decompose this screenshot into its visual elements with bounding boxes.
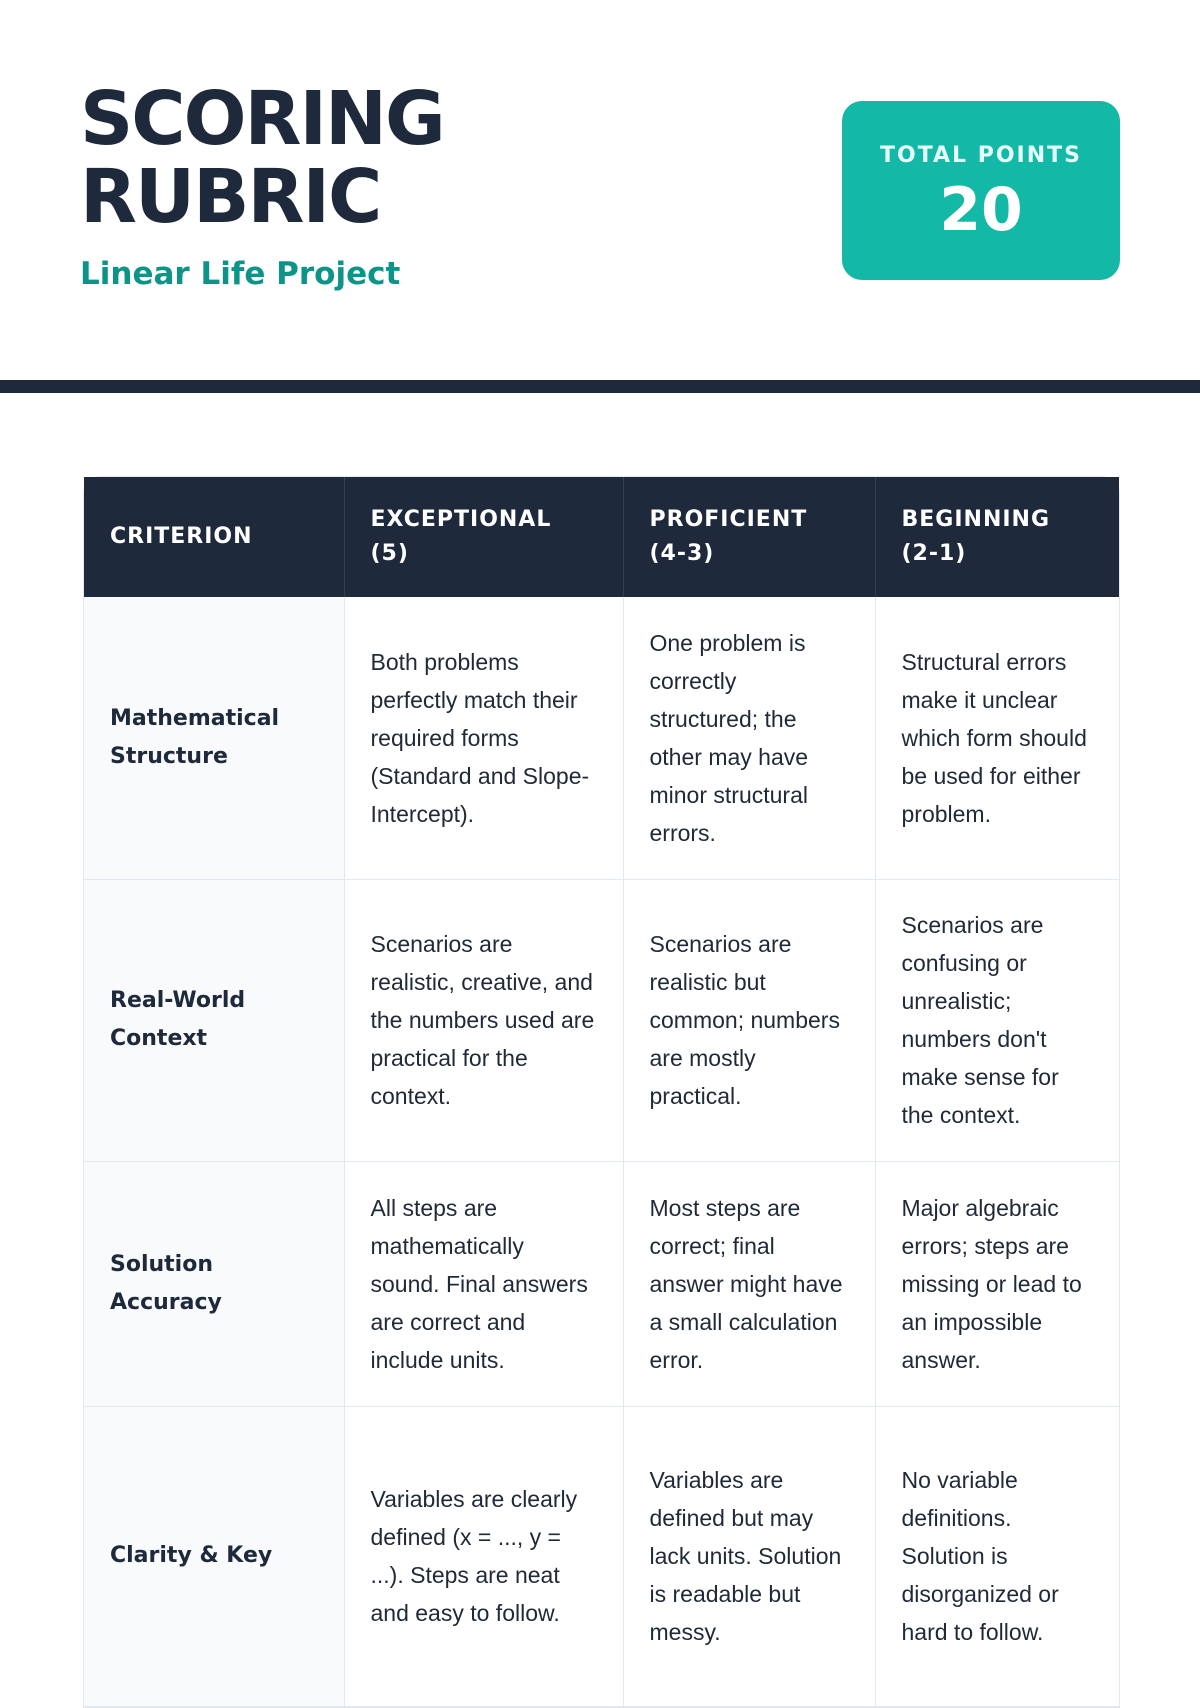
header-criterion: CRITERION bbox=[84, 477, 344, 597]
project-subtitle: Linear Life Project bbox=[80, 256, 401, 292]
exceptional-cell: Both problems perfectly match their required forms (Standard and Slope-Intercept). bbox=[344, 597, 623, 879]
criterion-cell: Mathematical Structure bbox=[84, 597, 344, 879]
proficient-cell: Variables are defined but may lack units. Solution is readable but messy. bbox=[623, 1406, 875, 1706]
total-points-card bbox=[842, 101, 1120, 280]
total-points-value: 20 bbox=[939, 175, 1023, 245]
header-beginning: BEGINNING (2-1) bbox=[875, 477, 1119, 597]
exceptional-cell: All steps are mathematically sound. Final answers are correct and include units. bbox=[344, 1161, 623, 1406]
total-points-label: TOTAL POINTS bbox=[880, 143, 1082, 168]
page-title bbox=[80, 76, 680, 240]
rubric-table-container bbox=[83, 476, 1120, 1708]
exceptional-cell: Variables are clearly defined (x = ..., y = ...). Steps are neat and easy to follow. bbox=[344, 1406, 623, 1706]
beginning-cell: No variable definitions. Solution is disorganized or hard to follow. bbox=[875, 1406, 1119, 1706]
criterion-cell: Real-World Context bbox=[84, 879, 344, 1161]
table-header-row bbox=[84, 477, 1119, 597]
header-divider bbox=[0, 380, 1200, 393]
beginning-cell: Scenarios are confusing or unrealistic; numbers don't make sense for the context. bbox=[875, 879, 1119, 1161]
table-row bbox=[84, 1161, 1119, 1406]
table-row bbox=[84, 597, 1119, 879]
proficient-cell: One problem is correctly structured; the other may have minor structural errors. bbox=[623, 597, 875, 879]
criterion-cell: Solution Accuracy bbox=[84, 1161, 344, 1406]
table-row bbox=[84, 879, 1119, 1161]
proficient-cell: Scenarios are realistic but common; numbers are mostly practical. bbox=[623, 879, 875, 1161]
rubric-header bbox=[0, 0, 1200, 380]
proficient-cell: Most steps are correct; final answer might have a small calculation error. bbox=[623, 1161, 875, 1406]
title-line-1: SCORING bbox=[80, 76, 444, 162]
header-exceptional: EXCEPTIONAL (5) bbox=[344, 477, 623, 597]
rubric-table bbox=[84, 477, 1119, 1707]
beginning-cell: Major algebraic errors; steps are missing or lead to an impossible answer. bbox=[875, 1161, 1119, 1406]
header-proficient: PROFICIENT (4-3) bbox=[623, 477, 875, 597]
beginning-cell: Structural errors make it unclear which form should be used for either problem. bbox=[875, 597, 1119, 879]
exceptional-cell: Scenarios are realistic, creative, and the numbers used are practical for the context. bbox=[344, 879, 623, 1161]
title-line-2: RUBRIC bbox=[80, 154, 381, 240]
table-row bbox=[84, 1406, 1119, 1706]
criterion-cell: Clarity & Key bbox=[84, 1406, 344, 1706]
